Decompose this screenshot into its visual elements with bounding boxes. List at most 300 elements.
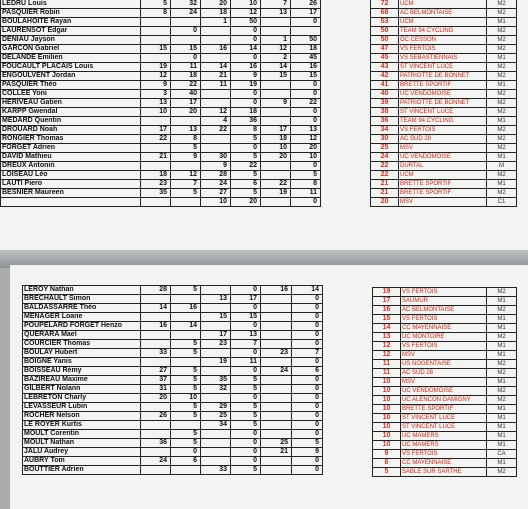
table-row — [373, 459, 517, 468]
table-row — [373, 432, 517, 441]
club-cell: US NOGENTAISE — [401, 360, 487, 369]
score-cell: 12 — [261, 45, 291, 54]
score-cell: 10 — [291, 153, 321, 162]
score-cell — [201, 304, 231, 313]
category-cell: M2 — [487, 333, 517, 342]
category-cell: M1 — [487, 297, 517, 306]
score-cell — [261, 358, 292, 367]
club-cell: DURTAL — [399, 162, 487, 171]
category-cell: M1 — [487, 153, 517, 162]
score-cell: 3 — [141, 90, 171, 99]
score-cell: 7 — [171, 180, 201, 189]
table-row — [23, 340, 323, 349]
score-cell — [261, 162, 291, 171]
rider-name-cell: BRECHAULT Simon — [23, 295, 141, 304]
table-row — [1, 198, 321, 207]
club-cell: UC MAMERS — [401, 432, 487, 441]
score-cell: 20 — [201, 0, 231, 9]
score-cell — [141, 18, 171, 27]
rider-name-cell: GILBERT Nolann — [23, 385, 141, 394]
table-row — [1, 180, 321, 189]
rider-name-cell — [1, 198, 141, 207]
table-row — [1, 162, 321, 171]
rider-name-cell: GARCON Gabriel — [1, 45, 141, 54]
score-cell: 6 — [292, 367, 323, 376]
table-row — [1, 189, 321, 198]
table-row — [23, 457, 323, 466]
score-cell: 22 — [171, 81, 201, 90]
score-cell: 5 — [171, 367, 201, 376]
points-cell: 15 — [373, 315, 401, 324]
score-cell: 23 — [261, 349, 292, 358]
score-cell: 0 — [292, 412, 323, 421]
table-row — [23, 376, 323, 385]
score-cell: 22 — [231, 162, 261, 171]
score-cell — [201, 349, 231, 358]
score-cell: 35 — [201, 376, 231, 385]
score-cell — [141, 54, 171, 63]
rider-name-cell: DREUX Antonin — [1, 162, 141, 171]
score-cell: 0 — [291, 81, 321, 90]
table-row — [373, 405, 517, 414]
table-row — [373, 369, 517, 378]
score-cell: 1 — [261, 36, 291, 45]
category-cell: M2 — [487, 0, 517, 9]
category-cell: M2 — [487, 72, 517, 81]
table-row — [373, 342, 517, 351]
score-cell: 5 — [231, 135, 261, 144]
table-row — [371, 180, 517, 189]
score-cell: 19 — [141, 63, 171, 72]
rider-name-cell: LAUTI Piero — [1, 180, 141, 189]
score-cell: 0 — [231, 90, 261, 99]
club-cell: AC BELMONTAISE — [401, 306, 487, 315]
score-cell: 11 — [201, 81, 231, 90]
table-row — [1, 27, 321, 36]
table-row — [373, 387, 517, 396]
score-cell — [201, 144, 231, 153]
score-cell: 0 — [231, 144, 261, 153]
score-cell: 11 — [291, 189, 321, 198]
table-row — [373, 324, 517, 333]
score-cell: 18 — [141, 171, 171, 180]
score-cell: 0 — [292, 385, 323, 394]
club-cell: VS FERTOIS — [401, 288, 487, 297]
table-row — [371, 63, 517, 72]
score-cell: 14 — [201, 63, 231, 72]
points-cell: 16 — [373, 306, 401, 315]
score-cell: 21 — [141, 153, 171, 162]
score-cell: 14 — [231, 45, 261, 54]
table-row — [373, 288, 517, 297]
score-cell — [261, 18, 291, 27]
rider-name-cell: LE ROYER Kurtis — [23, 421, 141, 430]
club-cell: SABLE SUR SARTHE — [401, 468, 487, 477]
score-cell: 10 — [261, 144, 291, 153]
rider-name-cell: AUBRY Tom — [23, 457, 141, 466]
score-cell: 5 — [171, 376, 201, 385]
club-cell: MSV — [399, 198, 487, 207]
club-cell: MSV — [401, 378, 487, 387]
table-row — [371, 198, 517, 207]
score-cell: 5 — [231, 412, 261, 421]
score-cell: 7 — [292, 349, 323, 358]
score-cell: 8 — [141, 9, 171, 18]
rider-name-cell: FOUCAULT PLACAIS Louis — [1, 63, 141, 72]
score-cell: 24 — [261, 367, 292, 376]
score-cell — [201, 99, 231, 108]
points-cell: 72 — [371, 0, 399, 9]
points-cell: 17 — [373, 297, 401, 306]
club-cell: ST VINCENT LUCE — [401, 423, 487, 432]
table-row — [1, 9, 321, 18]
category-cell: CA — [487, 450, 517, 459]
category-cell: M2 — [487, 144, 517, 153]
score-cell — [141, 295, 171, 304]
score-cell — [261, 295, 292, 304]
points-cell: 5 — [373, 468, 401, 477]
score-cell: 15 — [171, 45, 201, 54]
category-cell: M1 — [487, 351, 517, 360]
club-cell: UC VENDOMOISE — [399, 153, 487, 162]
score-cell: 19 — [231, 81, 261, 90]
points-cell: 22 — [371, 171, 399, 180]
club-cell: ST VINCENT LUCE — [399, 108, 487, 117]
category-cell: M2 — [487, 387, 517, 396]
table-row — [373, 315, 517, 324]
club-cell: VS FERTOIS — [399, 45, 487, 54]
score-cell: 10 — [231, 0, 261, 9]
score-cell: 5 — [171, 340, 201, 349]
rider-name-cell: COURCIER Thomas — [23, 340, 141, 349]
score-cell: 17 — [291, 9, 321, 18]
table-row — [1, 72, 321, 81]
bottom-standings-table — [22, 285, 323, 475]
score-cell: 12 — [291, 135, 321, 144]
rider-name-cell: DELANDE Emilien — [1, 54, 141, 63]
score-cell — [171, 466, 201, 475]
score-cell: 29 — [201, 403, 231, 412]
score-cell — [201, 448, 231, 457]
table-row — [23, 466, 323, 475]
score-cell — [261, 304, 292, 313]
table-row — [371, 72, 517, 81]
score-cell: 5 — [171, 349, 201, 358]
category-cell: M1 — [487, 324, 517, 333]
score-cell: 17 — [141, 126, 171, 135]
table-row — [23, 286, 323, 295]
score-cell: 25 — [201, 412, 231, 421]
table-row — [23, 295, 323, 304]
score-cell — [141, 421, 171, 430]
score-cell: 19 — [201, 358, 231, 367]
score-cell — [201, 135, 231, 144]
rider-name-cell: FORGET Adrien — [1, 144, 141, 153]
category-cell: M2 — [487, 36, 517, 45]
score-cell: 0 — [292, 457, 323, 466]
score-cell: 1 — [201, 18, 231, 27]
score-cell: 0 — [292, 394, 323, 403]
table-row — [1, 171, 321, 180]
score-cell: 19 — [261, 189, 291, 198]
score-cell: 9 — [292, 448, 323, 457]
category-cell: M1 — [487, 54, 517, 63]
club-cell: UC ALENCON DAMIGNY — [401, 396, 487, 405]
points-cell: 10 — [373, 396, 401, 405]
table-row — [373, 441, 517, 450]
club-cell: UC VENDOMOISE — [401, 387, 487, 396]
club-cell: MSV — [401, 351, 487, 360]
score-cell: 20 — [141, 394, 171, 403]
score-cell: 24 — [201, 180, 231, 189]
table-row — [371, 171, 517, 180]
score-cell — [141, 466, 171, 475]
club-cell: VS FERTOIS — [401, 342, 487, 351]
points-cell: 10 — [373, 441, 401, 450]
score-cell: 0 — [292, 340, 323, 349]
points-cell: 68 — [371, 9, 399, 18]
table-row — [1, 99, 321, 108]
score-cell: 13 — [291, 126, 321, 135]
score-cell — [171, 162, 201, 171]
score-cell: 0 — [171, 54, 201, 63]
table-row — [23, 313, 323, 322]
score-cell: 5 — [141, 0, 171, 9]
rider-name-cell: PASQUIER Théo — [1, 81, 141, 90]
rider-name-cell: BOULAHOITE Rayan — [1, 18, 141, 27]
score-cell: 27 — [201, 189, 231, 198]
score-cell: 5 — [231, 171, 261, 180]
score-cell: 28 — [141, 286, 171, 295]
rider-name-cell: MOULT Corentin — [23, 430, 141, 439]
score-cell — [171, 313, 201, 322]
score-cell: 22 — [201, 126, 231, 135]
score-cell: 6 — [231, 180, 261, 189]
score-cell — [171, 421, 201, 430]
score-cell: 28 — [201, 171, 231, 180]
club-cell: TEAM 94 CYCLING — [399, 117, 487, 126]
points-cell: 10 — [373, 414, 401, 423]
club-cell: AC BELMONTAISE — [399, 9, 487, 18]
points-cell: 22 — [371, 162, 399, 171]
rider-name-cell: BALDASSARRE Théo — [23, 304, 141, 313]
score-cell — [201, 54, 231, 63]
score-cell: 0 — [291, 108, 321, 117]
points-cell: 43 — [371, 63, 399, 72]
category-cell: M1 — [487, 342, 517, 351]
score-cell: 20 — [171, 108, 201, 117]
score-cell: 45 — [291, 54, 321, 63]
score-cell: 21 — [261, 448, 292, 457]
table-row — [373, 468, 517, 477]
score-cell: 0 — [231, 349, 261, 358]
score-cell: 10 — [201, 198, 231, 207]
rider-name-cell: MENAGER Loane — [23, 313, 141, 322]
club-cell: CC MAYENNAISE — [401, 324, 487, 333]
score-cell: 0 — [231, 36, 261, 45]
score-cell: 20 — [261, 153, 291, 162]
category-cell: M2 — [487, 135, 517, 144]
table-row — [23, 421, 323, 430]
score-cell: 5 — [231, 403, 261, 412]
score-cell: 7 — [231, 340, 261, 349]
table-row — [371, 81, 517, 90]
score-cell: 0 — [291, 117, 321, 126]
points-cell: 11 — [373, 360, 401, 369]
score-cell — [261, 171, 291, 180]
score-cell: 5 — [171, 385, 201, 394]
score-cell: 9 — [231, 72, 261, 81]
table-row — [1, 90, 321, 99]
points-cell: 10 — [373, 405, 401, 414]
club-cell: BRETTE SPORTIF — [401, 405, 487, 414]
category-cell: M1 — [487, 423, 517, 432]
score-cell: 24 — [171, 9, 201, 18]
score-cell: 31 — [141, 385, 171, 394]
table-row — [371, 135, 517, 144]
score-cell: 16 — [231, 63, 261, 72]
points-cell: 30 — [371, 135, 399, 144]
category-cell: M2 — [487, 369, 517, 378]
score-cell: 0 — [291, 198, 321, 207]
score-cell — [261, 81, 291, 90]
score-cell: 15 — [141, 45, 171, 54]
rider-name-cell: ENGOULVENT Jordan — [1, 72, 141, 81]
table-row — [1, 54, 321, 63]
table-row — [1, 81, 321, 90]
score-cell — [201, 457, 231, 466]
table-row — [23, 412, 323, 421]
club-cell: BRETTE SPORTIF — [399, 180, 487, 189]
club-cell: ST VINCENT LUCE — [401, 414, 487, 423]
score-cell: 10 — [141, 108, 171, 117]
points-cell: 53 — [371, 18, 399, 27]
club-cell: BRETTE SPORTIF — [399, 81, 487, 90]
score-cell: 16 — [141, 322, 171, 331]
score-cell — [201, 36, 231, 45]
category-cell: M2 — [487, 63, 517, 72]
score-cell: 0 — [292, 313, 323, 322]
points-cell: 24 — [371, 153, 399, 162]
table-row — [23, 322, 323, 331]
score-cell: 18 — [261, 135, 291, 144]
score-cell: 0 — [292, 466, 323, 475]
points-cell: 34 — [371, 126, 399, 135]
rider-name-cell: ROCHER Nelson — [23, 412, 141, 421]
score-cell: 16 — [171, 304, 201, 313]
score-cell: 20 — [291, 144, 321, 153]
score-cell: 6 — [171, 457, 201, 466]
table-row — [1, 126, 321, 135]
score-cell: 16 — [291, 63, 321, 72]
score-cell: 0 — [291, 162, 321, 171]
score-cell — [261, 376, 292, 385]
rider-name-cell: LEVASSEUR Lubin — [23, 403, 141, 412]
score-cell — [201, 430, 231, 439]
points-cell: 36 — [371, 117, 399, 126]
table-row — [23, 430, 323, 439]
category-cell: M2 — [487, 396, 517, 405]
category-cell: M1 — [487, 441, 517, 450]
score-cell — [141, 430, 171, 439]
table-row — [371, 9, 517, 18]
score-cell: 11 — [231, 358, 261, 367]
score-cell: 0 — [291, 18, 321, 27]
score-cell: 0 — [292, 376, 323, 385]
score-cell: 13 — [231, 331, 261, 340]
score-cell: 0 — [292, 304, 323, 313]
score-cell — [261, 90, 291, 99]
score-cell: 14 — [141, 304, 171, 313]
club-cell: UCM — [399, 18, 487, 27]
club-cell: PATRIOTTE DE BONNET — [399, 99, 487, 108]
score-cell: 8 — [291, 180, 321, 189]
score-cell: 23 — [201, 340, 231, 349]
score-cell: 10 — [171, 394, 201, 403]
rider-name-cell: PASQUIER Robin — [1, 9, 141, 18]
score-cell: 18 — [201, 9, 231, 18]
points-cell: 21 — [371, 180, 399, 189]
score-cell: 0 — [171, 27, 201, 36]
table-row — [371, 54, 517, 63]
score-cell: 0 — [231, 448, 261, 457]
points-cell: 10 — [373, 387, 401, 396]
points-cell: 25 — [371, 144, 399, 153]
table-row — [371, 117, 517, 126]
club-cell: AC SUD 28 — [399, 135, 487, 144]
table-row — [1, 63, 321, 72]
rider-name-cell: LAURENSOT Edgar — [1, 27, 141, 36]
score-cell: 17 — [231, 295, 261, 304]
score-cell: 23 — [141, 180, 171, 189]
rider-name-cell: JALU Audrey — [23, 448, 141, 457]
points-cell: 12 — [373, 342, 401, 351]
table-row — [371, 45, 517, 54]
points-cell: 19 — [373, 288, 401, 297]
score-cell: 36 — [141, 439, 171, 448]
rider-name-cell: POUPELARD FORGET Henzo — [23, 322, 141, 331]
points-cell: 11 — [373, 369, 401, 378]
score-cell: 37 — [141, 376, 171, 385]
score-cell: 8 — [171, 135, 201, 144]
score-cell: 5 — [231, 385, 261, 394]
score-cell — [261, 117, 291, 126]
score-cell: 18 — [291, 45, 321, 54]
category-cell: M2 — [487, 126, 517, 135]
score-cell: 12 — [201, 108, 231, 117]
category-cell: M1 — [487, 459, 517, 468]
score-cell: 35 — [141, 189, 171, 198]
rider-name-cell: BESNIER Maureen — [1, 189, 141, 198]
points-cell: 42 — [371, 72, 399, 81]
score-cell: 26 — [291, 0, 321, 9]
club-cell: MSV — [399, 144, 487, 153]
category-cell: M2 — [487, 306, 517, 315]
score-cell: 11 — [171, 63, 201, 72]
score-cell: 21 — [201, 72, 231, 81]
score-cell — [141, 144, 171, 153]
score-cell — [201, 27, 231, 36]
club-cell: UCM — [399, 0, 487, 9]
score-cell: 5 — [292, 439, 323, 448]
score-cell — [201, 90, 231, 99]
points-cell: 39 — [371, 99, 399, 108]
category-cell: M1 — [487, 315, 517, 324]
rider-name-cell: LEDRU Louis — [1, 0, 141, 9]
score-cell: 18 — [231, 108, 261, 117]
score-cell — [261, 430, 292, 439]
club-cell: ST VINCENT LUCE — [399, 63, 487, 72]
